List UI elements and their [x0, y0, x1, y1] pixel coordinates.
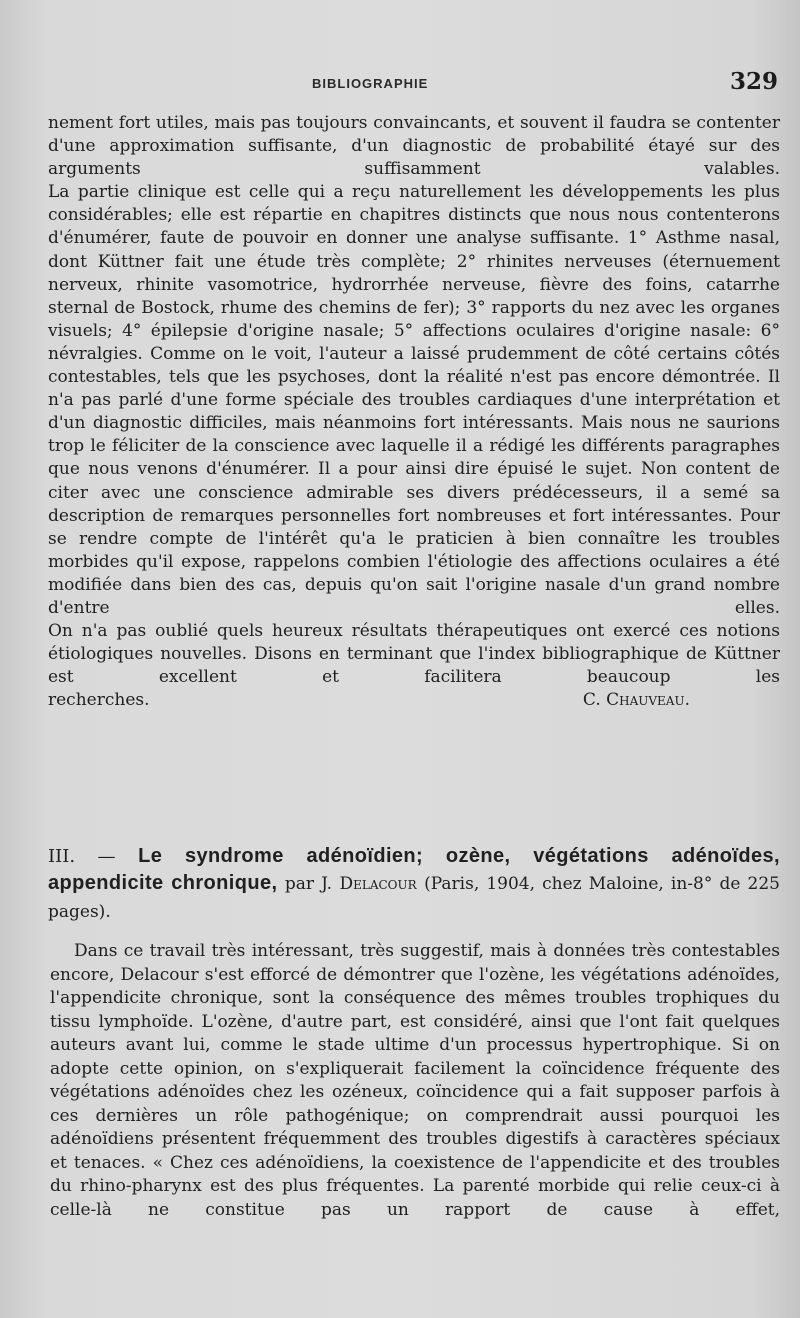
review-delacour	[48, 843, 780, 1239]
reviewer-signature: C. Chauveau.	[582, 690, 690, 711]
page-header	[50, 68, 778, 100]
book-title: Le syndrome adénoïdien; ozène, végétations adénoïdes, appendicite chronique,	[48, 845, 780, 894]
paragraph-continuation: nement fort utiles, mais pas toujours convaincants, et souvent il faudra se contenter d'une approximation suffisante, d'un diagnostic de probabilité étayé sur des arguments suffisamment valables.	[48, 113, 780, 180]
review-heading	[48, 843, 780, 926]
paragraph-conclusion: On n'a pas oublié quels heureux résultats thérapeutiques ont exercé ces notions étiologiques nouvelles. Disons en terminant que l'index bibliographique de Küttner est excellent et facilitera beaucoup les	[48, 621, 780, 688]
review-number: III. —	[48, 846, 116, 867]
paragraph-clinical: La partie clinique est celle qui a reçu naturellement les développements les plus considérables; elle est répartie en chapitres distincts que nous nous contenterons d'énumérer, faute de pouvoir en donner une analyse suffisante. 1° Asthme nasal, dont Küttner fait une étude très complète; 2° rhinites nerveuses (éternuement nerveux, rhinite vasomotrice, hydrorrhée nerveuse, fièvre des foins, catarrhe sternal de Bostock, rhume des chemins de fer); 3° rapports du nez avec les organes visuels; 4° épilepsie d'origine nasale; 5° affections oculaires d'origine nasale: 6° névralgies. Comme on le voit, l'auteur a laissé prudemment de côté certains côtés contestables, tels que les psychoses, dont la réalité n'est pas encore démontrée. Il n'a pas parlé d'une forme spéciale des troubles cardiaques d'une interprétation et d'un diagnostic difficiles, mais néanmoins fort intéressants. Mais nous ne saurions trop le féliciter de la conscience avec laquelle il a rédigé les différents paragraphes que nous venons d'énumérer. Il a pour ainsi dire épuisé le sujet. Non content de citer avec une conscience admirable ses divers prédécesseurs, il a semé sa description de remarques personnelles fort nombreuses et fort intéressantes. Pour se rendre compte de l'intérêt qu'a le praticien à bien connaître les troubles morbides qu'il expose, rappelons combien l'étiologie des affections oculaires a été modifiée dans bien des cas, depuis qu'on sait l'origine nasale d'un grand nombre d'entre elles.	[48, 182, 780, 618]
signature-line	[48, 689, 780, 712]
author-by: par J.	[284, 874, 333, 894]
page-number: 329	[729, 68, 778, 95]
book-author: Delacour	[339, 874, 417, 894]
publication-info: (Paris, 1904, chez Maloine, in-8° de 225 pages).	[48, 874, 780, 922]
last-word: recherches.	[48, 690, 150, 711]
running-head: BIBLIOGRAPHIE	[312, 76, 429, 91]
review-body: Dans ce travail très intéressant, très suggestif, mais à données très contestables encore, Delacour s'est efforcé de démontrer que l'ozène, les végétations adénoïdes, l'appendicite chronique, sont la conséquence des mêmes troubles trophiques du tissu lymphoïde. L'ozène, d'autre part, est considéré, ainsi que l'ont fait quelques auteurs avant lui, comme le stade ultime d'un processus hypertrophique. Si on adopte cette opinion, on s'expliquerait facilement la coïncidence fréquente des végétations adénoïdes chez les ozéneux, coïncidence qui a fait supposer parfois à ces dernières un rôle pathogénique; on comprendrait aussi pourquoi les adénoïdiens présentent fréquemment des troubles digestifs à caractères spéciaux et tenaces. « Chez ces adénoïdiens, la coexistence de l'appendicite et des troubles du rhino-pharynx est des plus fréquentes. La parenté morbide qui relie ceux-ci à celle-là ne constitue pas un rapport de cause à effet,	[50, 941, 780, 1220]
review-chauveau	[48, 112, 780, 712]
